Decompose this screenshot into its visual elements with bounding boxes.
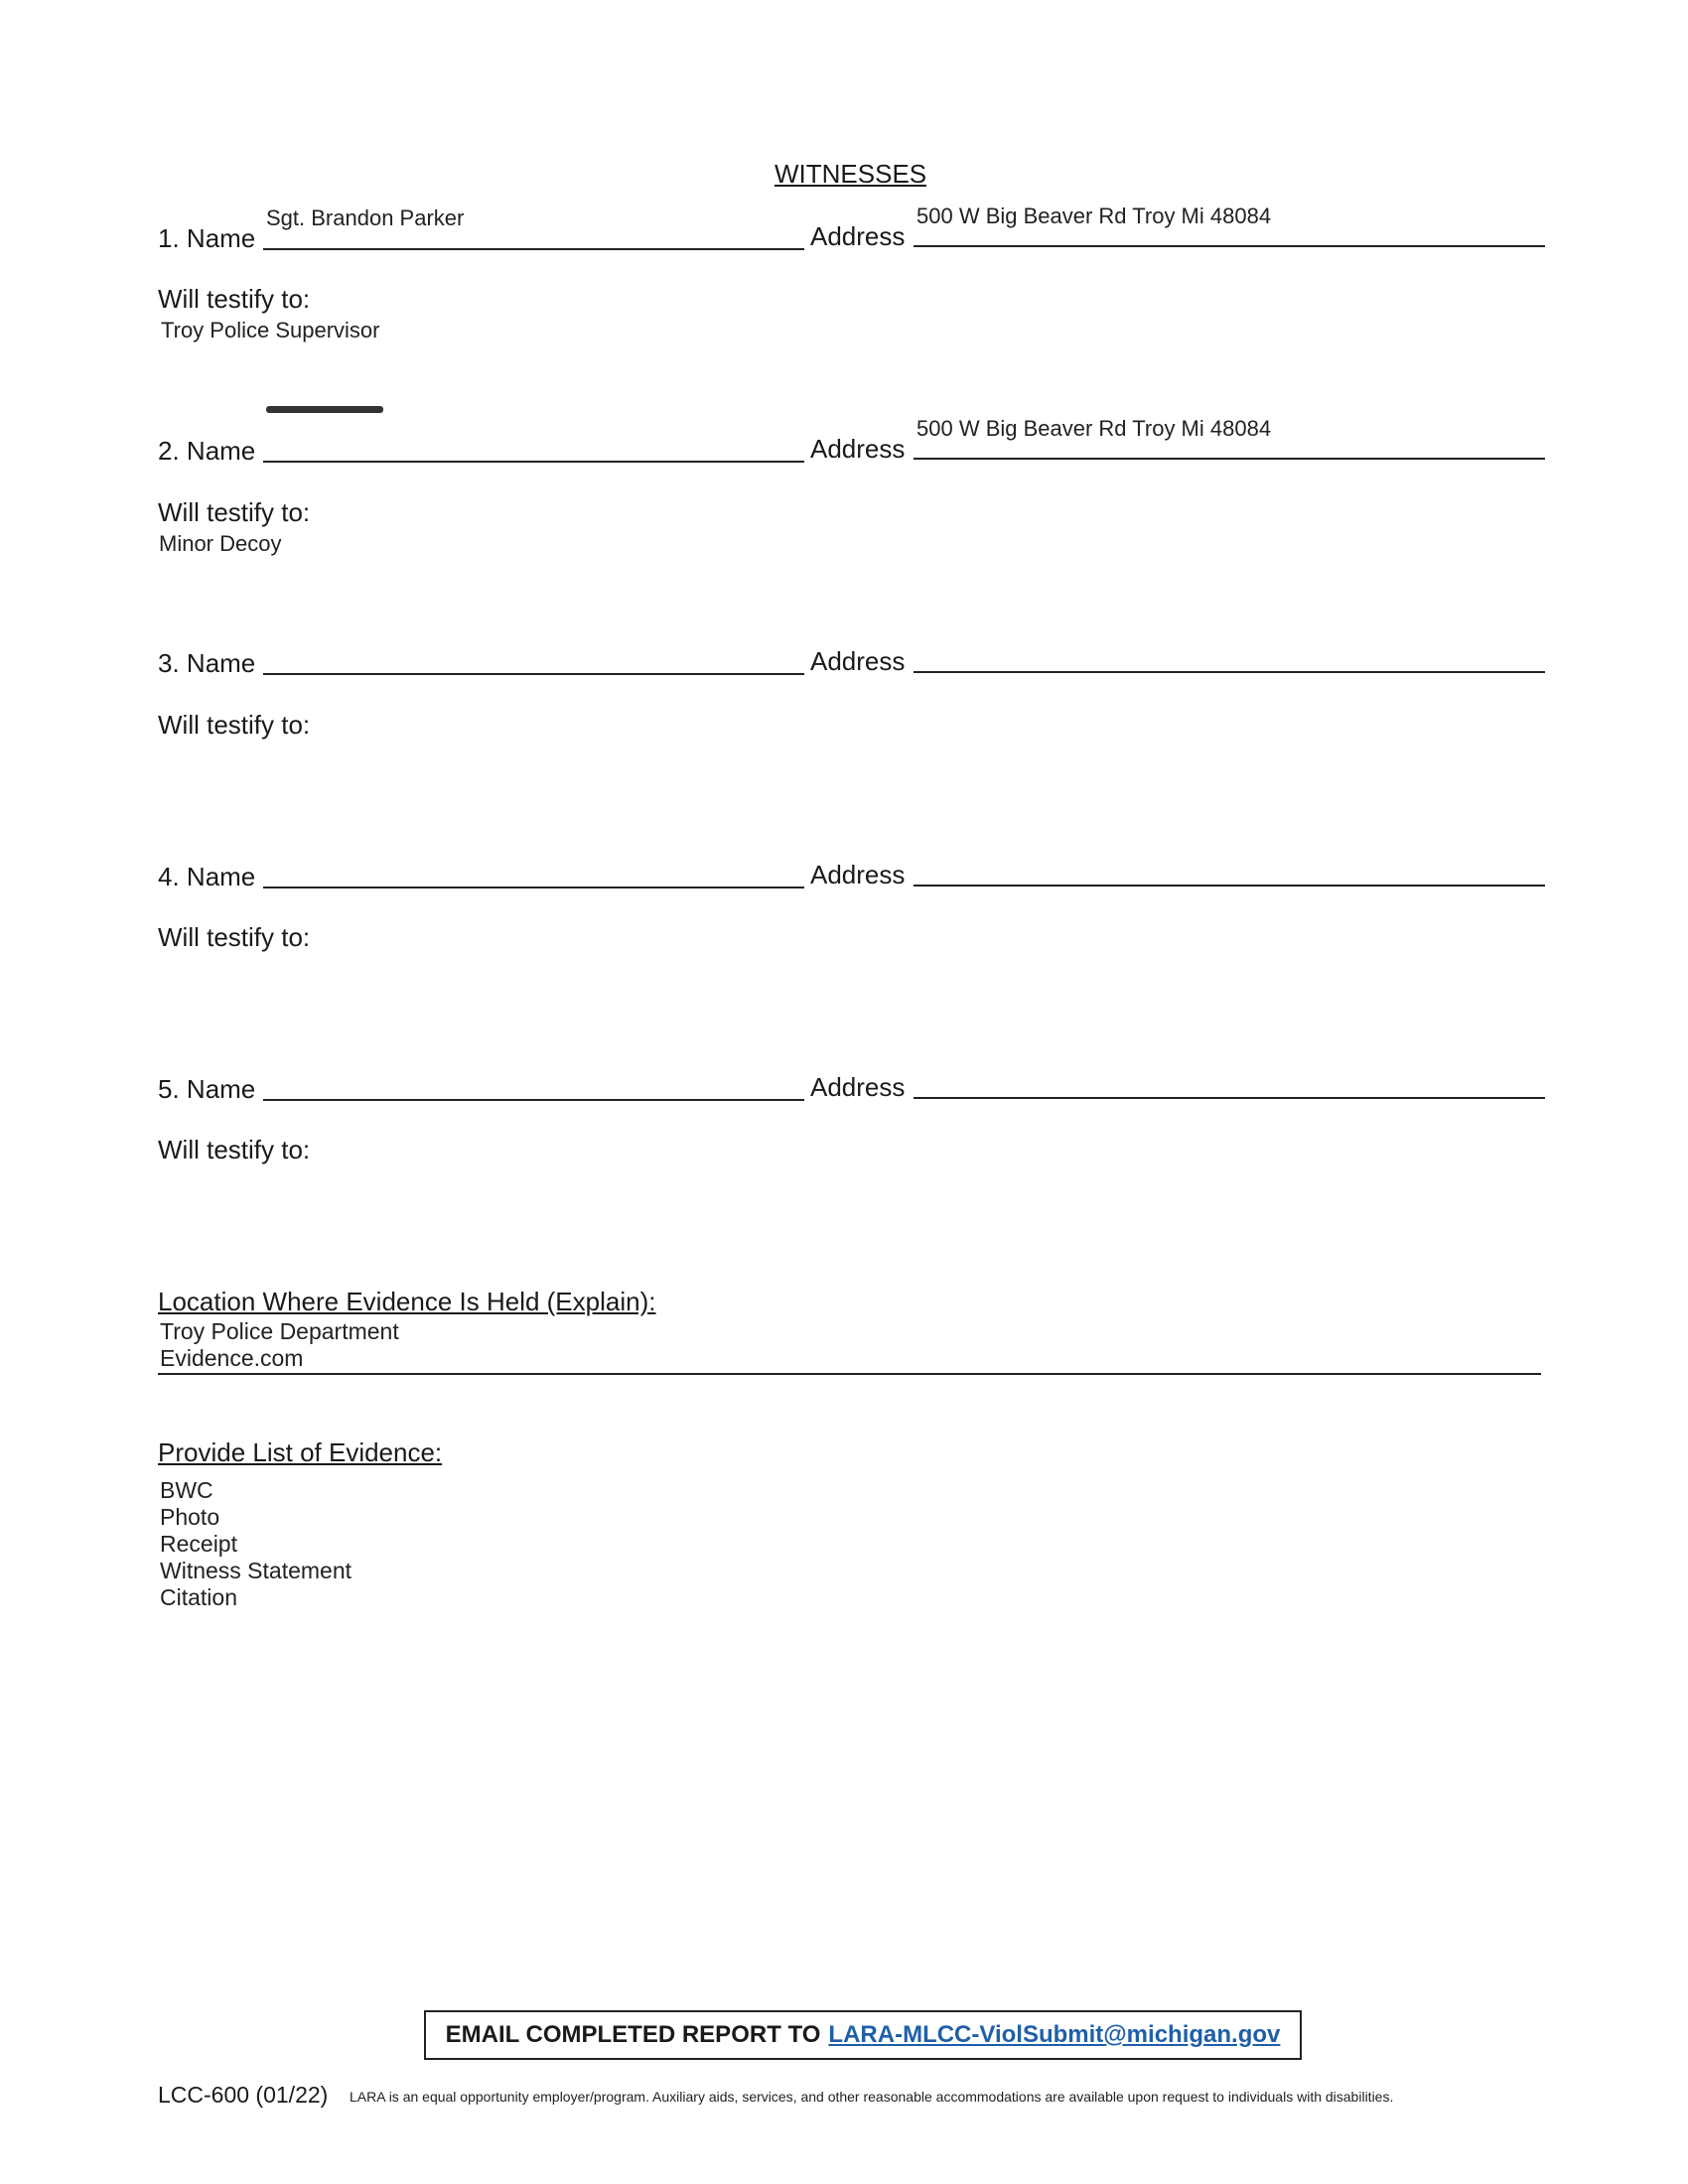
evidence-list-item[interactable]: Witness Statement: [160, 1558, 352, 1583]
address-underline: [914, 458, 1545, 460]
name-underline: [263, 673, 804, 675]
witness-name-label: 5. Name: [158, 1074, 256, 1104]
name-underline: [263, 887, 804, 888]
address-label: Address: [810, 1072, 906, 1102]
evidence-list-item[interactable]: Citation: [160, 1584, 237, 1610]
will-testify-label: Will testify to:: [158, 710, 311, 740]
name-underline: [263, 1099, 804, 1101]
witness-testimony-value[interactable]: Minor Decoy: [159, 531, 282, 556]
evidence-list-item[interactable]: Photo: [160, 1504, 220, 1530]
evidence-list-item[interactable]: Receipt: [160, 1531, 237, 1557]
address-underline: [914, 245, 1545, 247]
address-underline: [914, 671, 1545, 673]
witness-name-label: 1. Name: [158, 223, 256, 253]
will-testify-label: Will testify to:: [158, 284, 311, 314]
evidence-location-line[interactable]: Evidence.com: [160, 1345, 304, 1371]
address-label: Address: [810, 646, 906, 676]
redaction-mark: [266, 406, 383, 413]
evidence-location-line[interactable]: Troy Police Department: [160, 1318, 399, 1344]
will-testify-label: Will testify to:: [158, 1135, 311, 1164]
address-label: Address: [810, 434, 906, 464]
evidence-list-label: Provide List of Evidence:: [158, 1437, 443, 1467]
witness-name-label: 3. Name: [158, 648, 256, 678]
evidence-location-underline: [158, 1373, 1541, 1375]
email-prefix: EMAIL COMPLETED REPORT TO: [445, 2021, 821, 2048]
page-title: WITNESSES: [774, 159, 927, 189]
address-underline: [914, 1097, 1545, 1099]
address-underline: [914, 885, 1545, 887]
will-testify-label: Will testify to:: [158, 497, 311, 527]
witness-name-label: 2. Name: [158, 436, 256, 466]
evidence-location-label: Location Where Evidence Is Held (Explain):: [158, 1287, 656, 1316]
witness-address-value[interactable]: 500 W Big Beaver Rd Troy Mi 48084: [916, 416, 1272, 441]
will-testify-label: Will testify to:: [158, 922, 311, 952]
witness-testimony-value[interactable]: Troy Police Supervisor: [161, 318, 380, 342]
name-underline: [263, 248, 804, 250]
witness-name-value[interactable]: Sgt. Brandon Parker: [266, 205, 465, 230]
form-code: LCC-600 (01/22): [158, 2082, 329, 2108]
footer-notice: LARA is an equal opportunity employer/program. Auxiliary aids, services, and other reasonable accommodations are available upon request to individuals with disabilities.: [350, 2089, 1394, 2105]
evidence-list-item[interactable]: BWC: [160, 1477, 213, 1503]
address-label: Address: [810, 221, 906, 251]
address-label: Address: [810, 860, 906, 889]
email-submit-box: [424, 2010, 1302, 2060]
witness-address-value[interactable]: 500 W Big Beaver Rd Troy Mi 48084: [916, 204, 1272, 228]
witness-name-label: 4. Name: [158, 862, 256, 891]
email-link[interactable]: LARA-MLCC-ViolSubmit@michigan.gov: [828, 2021, 1281, 2048]
name-underline: [263, 461, 804, 463]
